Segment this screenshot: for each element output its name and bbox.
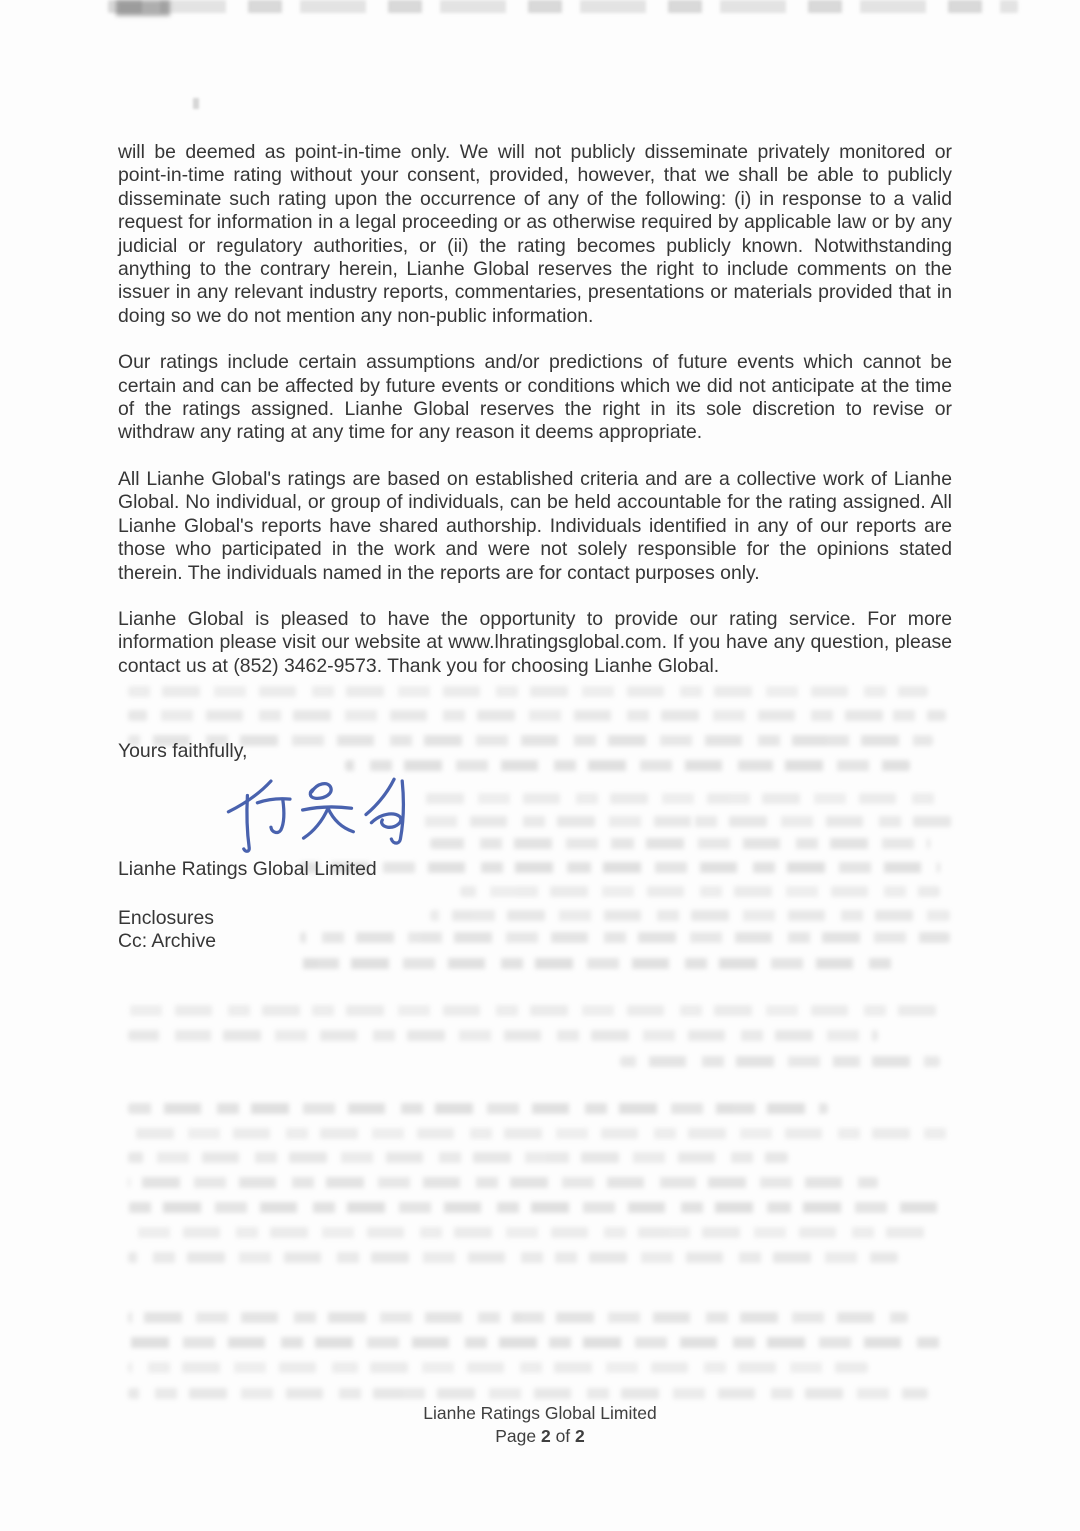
footer-page-word: Page bbox=[495, 1426, 537, 1446]
footer-page-number: 2 bbox=[540, 1426, 551, 1446]
scan-bleedthrough-artifact bbox=[128, 1030, 878, 1041]
scan-bleedthrough-artifact bbox=[128, 1337, 948, 1348]
body-paragraph: Lianhe Global is pleased to have the opportunity to provide our rating service. For more information please visit our website at www.lhratingsglobal.com. If you have any question, please contact us at (852) 3462-9573. Thank you for choosing Lianhe Global. bbox=[118, 607, 952, 677]
signatory-company-name: Lianhe Ratings Global Limited bbox=[118, 857, 377, 880]
footer-page-total: 2 bbox=[575, 1426, 585, 1446]
scan-bleedthrough-artifact bbox=[128, 1362, 868, 1373]
scan-bleedthrough-artifact bbox=[620, 1056, 940, 1067]
enclosures-note: Enclosures bbox=[118, 906, 214, 929]
footer-page-indicator bbox=[0, 1425, 1080, 1448]
footer-company-name: Lianhe Ratings Global Limited bbox=[423, 1403, 657, 1423]
scan-bleedthrough-artifact bbox=[128, 1177, 878, 1188]
scan-bleedthrough-artifact bbox=[128, 1388, 928, 1399]
scan-bleedthrough-artifact bbox=[128, 1202, 952, 1213]
scan-bleedthrough-artifact bbox=[128, 1103, 828, 1114]
footer-of-word: of bbox=[555, 1426, 571, 1446]
body-paragraph: Our ratings include certain assumptions and/or predictions of future events which cannot be certain and can be affected by future events or conditions which we did not anticipate at the time of the ratings assigned. Lianhe Global reserves the right in its sole discretion to revise or withdraw any rating at any time for any reason it deems appropriate. bbox=[118, 351, 952, 444]
scan-bleedthrough-artifact bbox=[128, 1005, 948, 1016]
scan-bleedthrough-artifact bbox=[128, 1227, 928, 1238]
scan-bleedthrough-artifact bbox=[128, 1312, 908, 1323]
scan-smudge-artifact bbox=[116, 0, 170, 16]
scan-bleedthrough-artifact bbox=[128, 1128, 950, 1139]
letter-body bbox=[118, 141, 952, 954]
body-paragraph: All Lianhe Global's ratings are based on established criteria and are a collective work of Lianhe Global. No individual, or group of individuals, can be held accountable for the rating assigned. All Lianhe Global's reports have shared authorship. Individuals identified in any of our reports are those who participated in the work and were not solely responsible for the opinions stated therein. The individuals named in the reports are for contact purposes only. bbox=[118, 467, 952, 584]
scan-smudge-artifact bbox=[108, 0, 1018, 13]
handwritten-signature-icon bbox=[206, 772, 421, 858]
closing-salutation: Yours faithfully, bbox=[118, 740, 248, 763]
body-paragraph: will be deemed as point-in-time only. We will not publicly disseminate privately monitored or point-in-time rating without your consent, provided, however, that we shall be able to publicly disseminate such rating upon the occurrence of any of the following: (i) in response to a valid request for information in a legal proceeding or as otherwise required by applicable law or by any judicial or regulatory authorities, or (ii) the rating becomes publicly known. Notwithstanding anything to the contrary herein, Lianhe Global reserves the right to include comments on the issuer in any relevant industry reports, commentaries, presentations or materials provided that in doing so we do not mention any non-public information. bbox=[118, 141, 952, 327]
cc-note: Cc: Archive bbox=[118, 930, 217, 953]
scan-smudge-artifact bbox=[193, 98, 199, 109]
scan-bleedthrough-artifact bbox=[128, 1252, 898, 1263]
scan-bleedthrough-artifact bbox=[300, 958, 900, 969]
page-footer bbox=[0, 1402, 1080, 1448]
scan-bleedthrough-artifact bbox=[128, 1152, 788, 1163]
